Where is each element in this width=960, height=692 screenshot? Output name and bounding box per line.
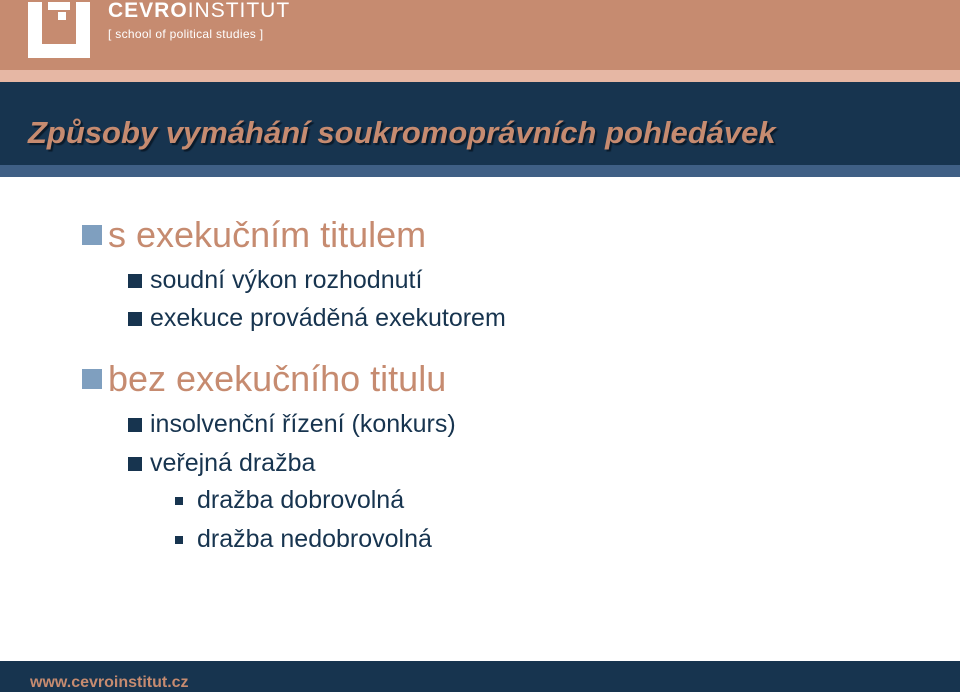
sub-list-item: [175, 486, 404, 515]
list-item: [128, 449, 315, 478]
square-bullet-icon: [175, 497, 183, 505]
section-heading-text: bez exekučního titulu: [108, 358, 447, 399]
list-item-text: exekuce prováděná exekutorem: [150, 304, 506, 332]
sub-list-item-text: dražba dobrovolná: [197, 486, 405, 514]
square-bullet-icon: [128, 418, 142, 432]
list-item: [128, 304, 506, 333]
list-item-text: insolvenční řízení (konkurs): [150, 410, 456, 438]
list-item: [128, 410, 456, 439]
brand-tagline: [ school of political studies ]: [108, 27, 264, 41]
list-item: [128, 266, 422, 295]
footer-url: www.cevroinstitut.cz: [30, 674, 189, 691]
sub-list-item: [175, 525, 432, 554]
section-heading: [82, 358, 446, 400]
square-bullet-icon: [175, 536, 183, 544]
brand-regular: INSTITUT: [187, 0, 291, 22]
square-bullet-icon: [128, 312, 142, 326]
list-item-text: veřejná dražba: [150, 449, 316, 477]
square-bullet-icon: [82, 369, 102, 389]
brand-bold: CEVRO: [108, 0, 188, 22]
section-heading: [82, 214, 426, 256]
square-bullet-icon: [128, 457, 142, 471]
square-bullet-icon: [128, 274, 142, 288]
sub-list-item-text: dražba nedobrovolná: [197, 525, 432, 553]
section-heading-text: s exekučním titulem: [108, 214, 427, 255]
list-item-text: soudní výkon rozhodnutí: [150, 266, 423, 294]
square-bullet-icon: [82, 225, 102, 245]
slide-title: Způsoby vymáhání soukromoprávních pohledávek: [28, 115, 776, 150]
